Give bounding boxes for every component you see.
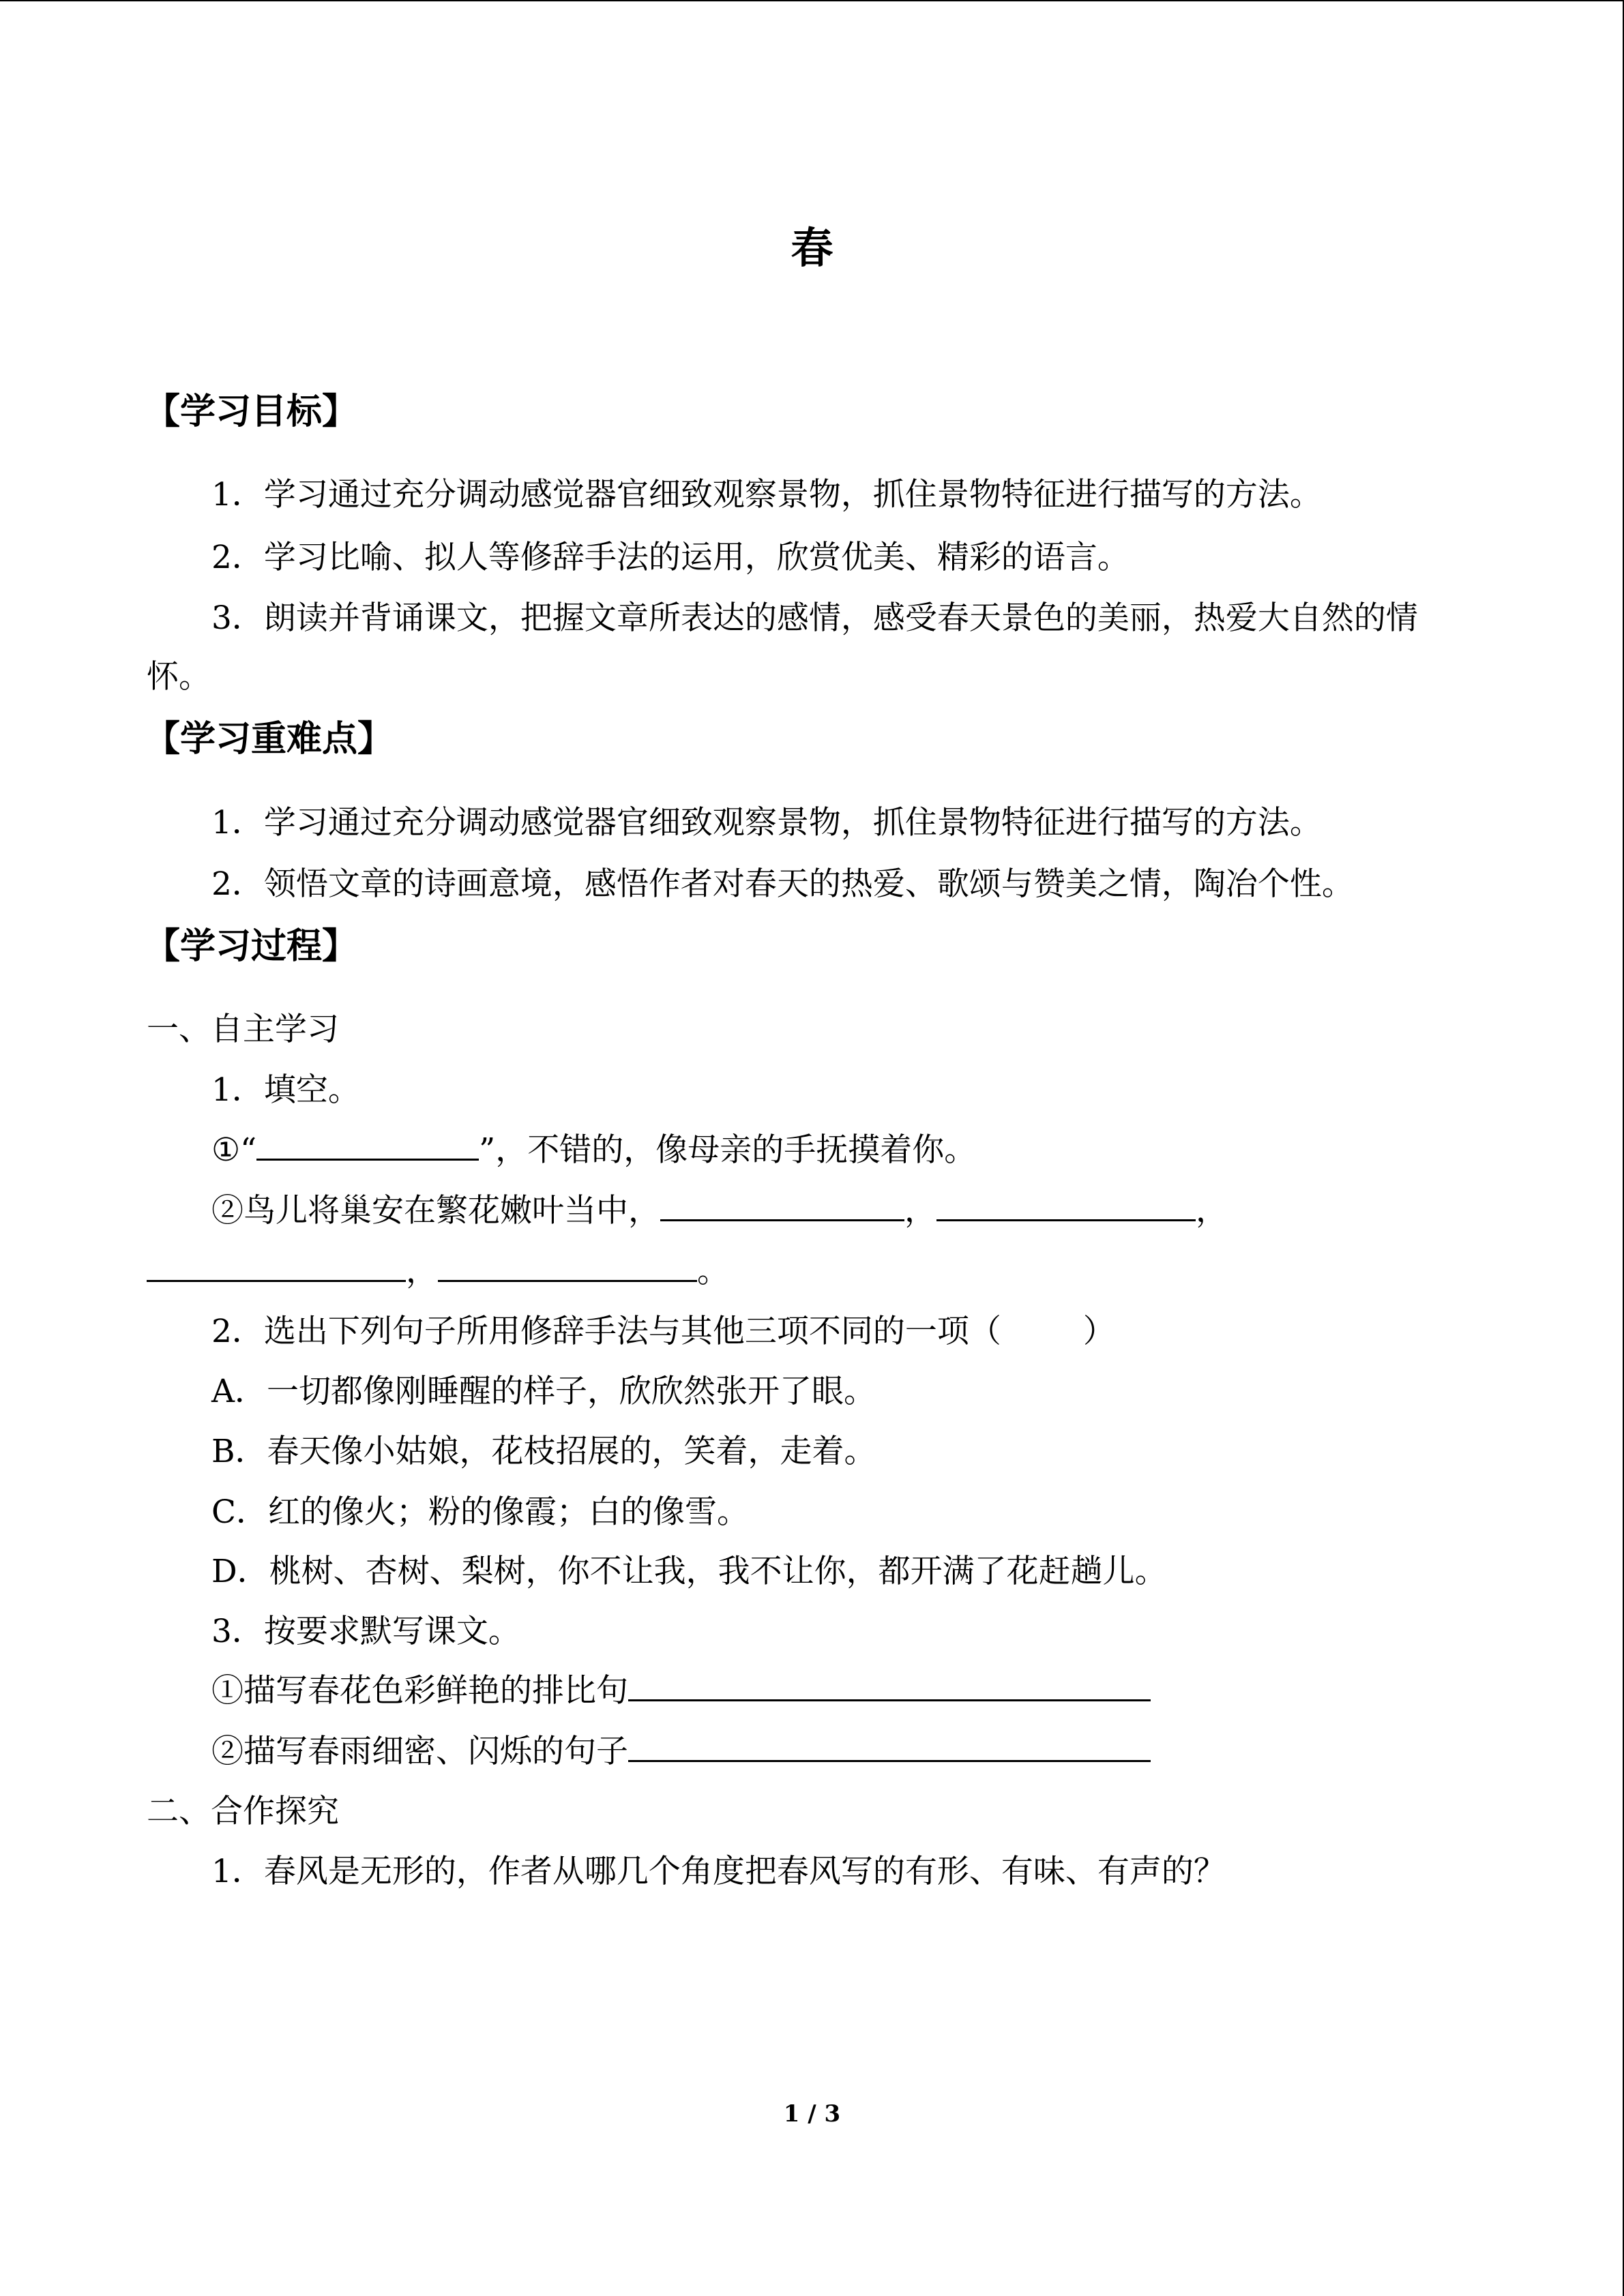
question-3-title: 3．按要求默写课文。 — [211, 1613, 520, 1650]
question-text: ②鸟儿将巢安在繁花嫩叶当中， — [211, 1192, 660, 1229]
part-title-cooperation: 二、合作探究 — [147, 1793, 339, 1830]
goal-item: 3．朗读并背诵课文，把握文章所表达的感情，感受春天景色的美丽，热爱大自然的情 — [211, 599, 1418, 637]
period: 。 — [697, 1253, 729, 1290]
question-text: ”，不错的，像母亲的手抚摸着你。 — [479, 1131, 977, 1169]
question-2-option-b: B．春天像小姑娘，花枝招展的，笑着，走着。 — [211, 1433, 876, 1470]
question-2-option-c: C．红的像火；粉的像霞；白的像雪。 — [211, 1493, 749, 1531]
answer-blank[interactable] — [660, 1191, 904, 1221]
question-2-option-a: A．一切都像刚睡醒的样子，欣欣然张开了眼。 — [211, 1373, 876, 1410]
question-text: ） — [1082, 1313, 1115, 1350]
goal-item-continuation: 怀。 — [147, 658, 211, 696]
comma: ， — [1196, 1192, 1228, 1229]
question-1-item-a — [211, 1130, 976, 1171]
question-3-item-a — [211, 1671, 1151, 1712]
section-heading-goals: 【学习目标】 — [145, 391, 358, 432]
question-text: ①描写春花色彩鲜艳的排比句 — [211, 1672, 628, 1710]
part-2-question-1: 1．春风是无形的，作者从哪几个角度把春风写的有形、有味、有声的？ — [211, 1853, 1226, 1890]
answer-blank[interactable] — [438, 1251, 697, 1282]
goal-item: 2．学习比喻、拟人等修辞手法的运用，欣赏优美、精彩的语言。 — [211, 539, 1130, 576]
answer-blank[interactable] — [628, 1671, 1151, 1701]
question-text: ②描写春雨细密、闪烁的句子 — [211, 1733, 628, 1770]
section-heading-process: 【学习过程】 — [145, 926, 358, 967]
question-text: 2．选出下列句子所用修辞手法与其他三项不同的一项（ — [211, 1313, 1001, 1350]
answer-blank[interactable] — [628, 1731, 1151, 1762]
comma: ， — [904, 1192, 936, 1229]
question-2-title — [211, 1311, 1115, 1352]
question-1-title: 1．填空。 — [211, 1071, 360, 1109]
question-1-item-b-continuation — [147, 1251, 729, 1292]
goal-item: 1．学习通过充分调动感觉器官细致观察景物，抓住景物特征进行描写的方法。 — [211, 476, 1322, 513]
answer-blank[interactable] — [147, 1251, 406, 1282]
comma: ， — [406, 1253, 438, 1290]
keypoint-item: 1．学习通过充分调动感觉器官细致观察景物，抓住景物特征进行描写的方法。 — [211, 804, 1322, 841]
answer-blank[interactable] — [256, 1130, 479, 1161]
section-heading-keypoints: 【学习重难点】 — [145, 719, 394, 760]
question-3-item-b — [211, 1731, 1151, 1772]
document-title: 春 — [791, 223, 833, 273]
page-number: 1 / 3 — [783, 2100, 841, 2128]
question-1-item-b — [211, 1191, 1228, 1232]
part-title-self-study: 一、自主学习 — [147, 1011, 339, 1048]
answer-blank[interactable] — [936, 1191, 1196, 1221]
keypoint-item: 2．领悟文章的诗画意境，感悟作者对春天的热爱、歌颂与赞美之情，陶冶个性。 — [211, 865, 1354, 903]
question-text: ①“ — [211, 1131, 257, 1169]
question-2-option-d: D．桃树、杏树、梨树，你不让我，我不让你，都开满了花赶趟儿。 — [211, 1553, 1167, 1590]
